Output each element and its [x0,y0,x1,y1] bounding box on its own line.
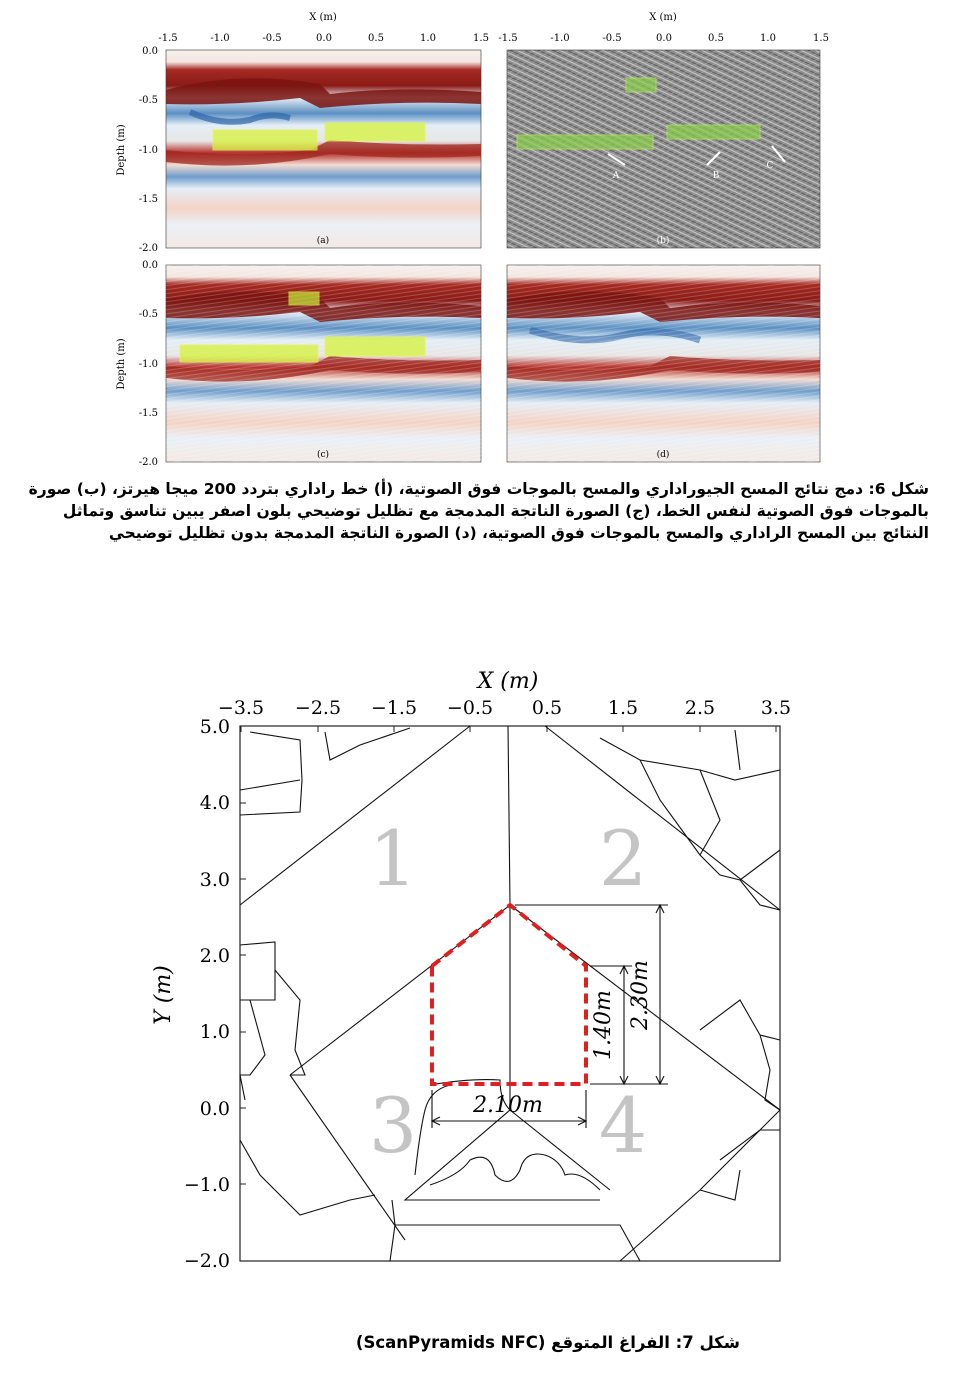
panel-label-a: (a) [316,236,330,246]
tick-label: -1.5 [138,408,158,419]
tick-label: 1.5 [813,33,829,44]
tick-label: −0.5 [446,697,494,719]
figure-6-caption [24,478,929,544]
tick-label: -0.5 [138,95,158,106]
tick-label: 0.0 [316,33,332,44]
fig7-xticks [218,697,791,719]
tick-label: -1.5 [498,33,518,44]
figure-6 [100,0,840,470]
tick-label: 2.0 [199,945,230,967]
fig6-yticks-bottom [139,260,158,468]
fig6-ylabel-bottom: Depth (m) [116,338,127,390]
figure-6-caption-prefix: شكل 6: [868,480,929,498]
tick-label: -0.5 [602,33,622,44]
tick-label: 0.5 [708,33,724,44]
tick-label: -1.0 [138,359,158,370]
arrow-label-c: C [766,161,774,171]
fig7-xlabel: X (m) [477,669,539,694]
tick-label: −2.0 [183,1250,230,1272]
tick-label: 0.0 [656,33,672,44]
tick-label: -1.5 [158,33,178,44]
fig6-xticks-left [158,33,489,44]
figure-7-caption-text: الفراغ المتوقع (ScanPyramids NFC) [355,1333,670,1352]
tick-label: 0.5 [368,33,384,44]
tick-label: 1.0 [760,33,776,44]
region-label-3: 3 [368,1081,418,1170]
tick-label: 0.0 [142,260,158,271]
panel-label-d: (d) [656,450,670,460]
tick-label: 4.0 [199,792,230,814]
fig6-ylabel-top: Depth (m) [116,124,127,176]
region-label-1: 1 [368,814,418,903]
fig6-xlabel-left: X (m) [309,12,337,23]
tick-label: 5.0 [199,716,230,738]
tick-label: -2.0 [138,243,158,254]
panel-d-fused [507,265,820,462]
figure-7-caption-prefix: شكل 7: [675,1333,740,1352]
tick-label: -0.5 [138,309,158,320]
tick-label: 0.5 [531,697,563,719]
region-label-2: 2 [598,814,648,903]
fig7-yticks [184,716,230,1272]
tick-label: −1.0 [183,1174,230,1196]
tick-label: -1.0 [138,145,158,156]
dimension-side-height-label: 1.40m [591,990,616,1060]
arrow-label-b: B [712,171,720,181]
fig6-yticks-top [139,46,158,254]
panel-a-radar [166,50,481,248]
panel-label-b: (b) [656,236,670,246]
panel-c-fused-highlighted [166,265,481,462]
tick-label: 1.0 [420,33,436,44]
tick-label: 0.0 [199,1098,230,1120]
fig7-ylabel: Y (m) [151,965,176,1025]
figure-6-caption-text: دمج نتائج المسح الجيوراداري والمسح بالموجات فوق الصوتية، (أ) خط راداري بتردد 200 ميجا هيرتز، (ب) صورة بالموجات فوق الصوتية لنفس الخط، (ج) الصورة الناتجة المدمجة مع تظليل توضيحي بلون اصفر يبين تناسق وتماثل النتائج بين المسح الراداري والمسح بالموجات فوق الصوتية، (د) الصورة الناتجة المدمجة بدون تظليل توضيحي [28,480,929,542]
tick-label: -0.5 [262,33,282,44]
tick-label: −2.5 [294,697,342,719]
fig6-xlabel-right: X (m) [649,12,677,23]
figure-7-caption [220,1332,740,1354]
tick-label: -1.0 [550,33,570,44]
tick-label: 1.5 [473,33,489,44]
tick-label: -1.5 [138,194,158,205]
tick-label: −3.5 [217,697,265,719]
tick-label: 1.5 [607,697,639,719]
tick-label: 3.0 [199,869,230,891]
tick-label: 1.0 [199,1021,230,1043]
tick-label: -1.0 [210,33,230,44]
panel-b-ultrasound [507,50,820,248]
dimension-total-height-label: 2.30m [628,960,653,1030]
tick-label: -2.0 [138,457,158,468]
tick-label: −1.5 [370,697,418,719]
figure-7 [140,660,820,1280]
dimension-width-label: 2.10m [473,1093,543,1118]
tick-label: 3.5 [760,697,792,719]
arrow-label-a: A [612,171,620,181]
fig6-xticks-right [498,33,829,44]
tick-label: 0.0 [142,46,158,57]
region-label-4: 4 [598,1081,648,1170]
tick-label: 2.5 [684,697,716,719]
panel-label-c: (c) [316,450,330,460]
